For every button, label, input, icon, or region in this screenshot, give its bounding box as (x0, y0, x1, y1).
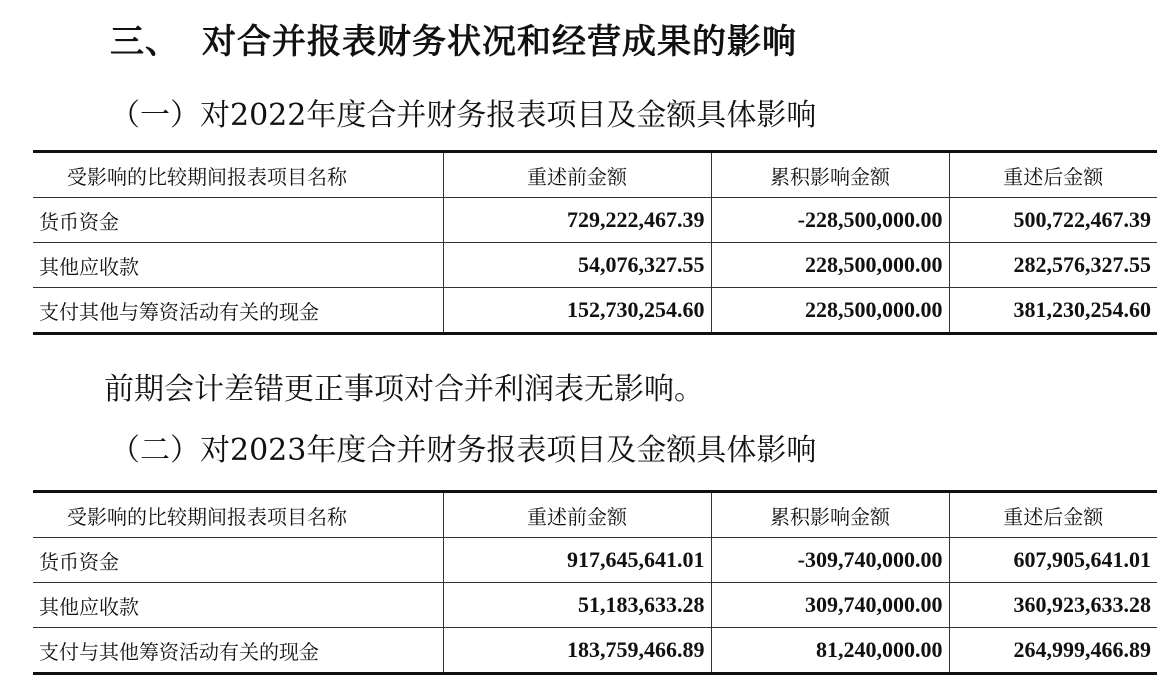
cell-impact: -309,740,000.00 (711, 538, 949, 583)
cell-after: 282,576,327.55 (949, 243, 1157, 288)
cell-item: 货币资金 (33, 538, 443, 583)
cell-before: 917,645,641.01 (443, 538, 711, 583)
subsection-heading-2022: （一）对2022年度合并财务报表项目及金额具体影响 (110, 98, 817, 133)
cell-after: 381,230,254.60 (949, 288, 1157, 334)
cell-before: 152,730,254.60 (443, 288, 711, 334)
cell-before: 54,076,327.55 (443, 243, 711, 288)
header-cumulative-impact: 累积影响金额 (711, 152, 949, 198)
section-title: 对合并报表财务状况和经营成果的影响 (202, 22, 797, 62)
table-header-row (33, 152, 1157, 198)
table-row (33, 243, 1157, 288)
cell-item: 支付与其他筹资活动有关的现金 (33, 628, 443, 674)
section-number: 三、 (110, 22, 180, 62)
table-2023-restatement (33, 490, 1157, 675)
header-before-amount: 重述前金额 (443, 152, 711, 198)
cell-impact: 309,740,000.00 (711, 583, 949, 628)
cell-after: 500,722,467.39 (949, 198, 1157, 243)
cell-impact: -228,500,000.00 (711, 198, 949, 243)
table-row (33, 583, 1157, 628)
cell-impact: 228,500,000.00 (711, 243, 949, 288)
header-after-amount: 重述后金额 (949, 492, 1157, 538)
table-row (33, 538, 1157, 583)
cell-after: 607,905,641.01 (949, 538, 1157, 583)
table-2022-restatement (33, 150, 1157, 335)
cell-item: 支付其他与筹资活动有关的现金 (33, 288, 443, 334)
cell-item: 其他应收款 (33, 583, 443, 628)
cell-after: 264,999,466.89 (949, 628, 1157, 674)
table-row (33, 628, 1157, 674)
cell-after: 360,923,633.28 (949, 583, 1157, 628)
header-before-amount: 重述前金额 (443, 492, 711, 538)
cell-impact: 81,240,000.00 (711, 628, 949, 674)
section-heading (110, 14, 797, 63)
header-cumulative-impact: 累积影响金额 (711, 492, 949, 538)
header-item-name: 受影响的比较期间报表项目名称 (33, 152, 443, 198)
cell-before: 51,183,633.28 (443, 583, 711, 628)
header-after-amount: 重述后金额 (949, 152, 1157, 198)
table-row (33, 198, 1157, 243)
cell-item: 其他应收款 (33, 243, 443, 288)
table-row (33, 288, 1157, 334)
cell-item: 货币资金 (33, 198, 443, 243)
income-statement-note: 前期会计差错更正事项对合并利润表无影响。 (104, 372, 704, 407)
cell-impact: 228,500,000.00 (711, 288, 949, 334)
cell-before: 729,222,467.39 (443, 198, 711, 243)
header-item-name: 受影响的比较期间报表项目名称 (33, 492, 443, 538)
cell-before: 183,759,466.89 (443, 628, 711, 674)
table-header-row (33, 492, 1157, 538)
subsection-heading-2023: （二）对2023年度合并财务报表项目及金额具体影响 (110, 433, 817, 468)
